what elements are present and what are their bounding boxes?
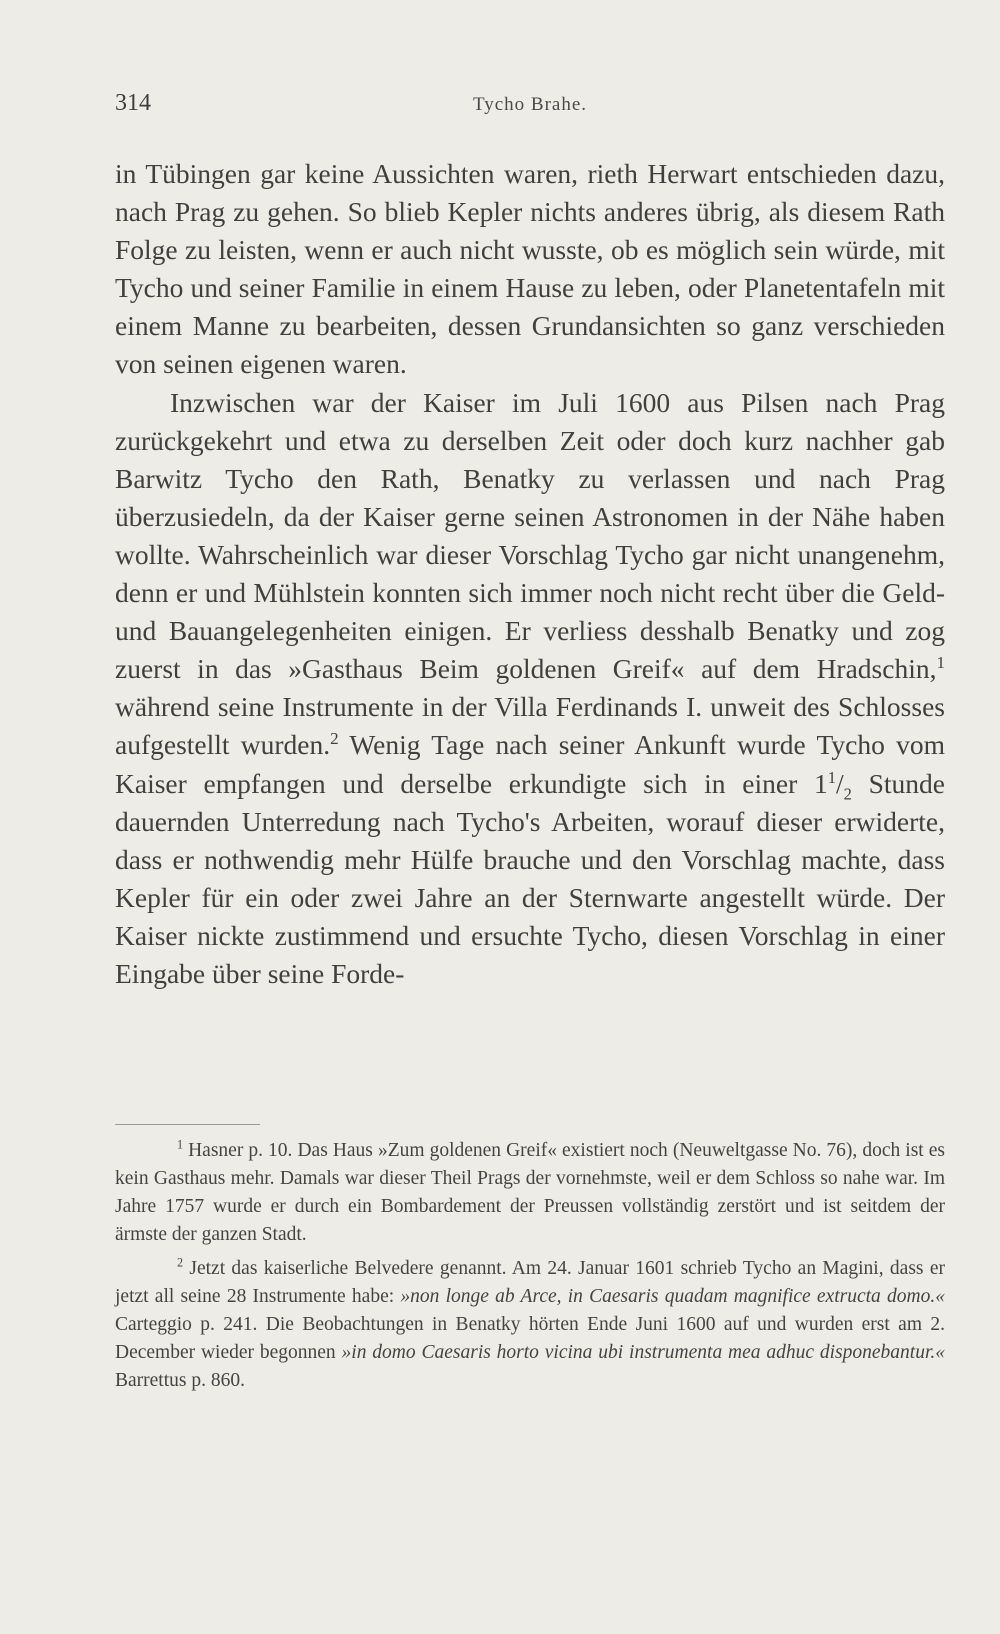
fraction-denominator: 2 [843, 784, 852, 803]
paragraph-text: während seine Instrumente in der Villa Ferdinands I. unweit des Schlosses aufgestellt wurden. [115, 691, 945, 761]
fraction [827, 767, 852, 803]
paragraph-text: in Tübingen gar keine Aussichten waren, rieth Herwart entschieden dazu, nach Prag zu gehen. So blieb Kepler nichts anderes übrig, als diesem Rath Folge zu leisten, wenn er auch nicht wusste, ob es möglich sein würde, mit Tycho und seiner Familie in einem Hause zu leben, oder Planetentafeln mit einem Manne zu bearbeiten, dessen Grundansichten so ganz verschieden von seinen eigenen waren. [115, 158, 945, 380]
footnote-ref: 2 [330, 729, 339, 749]
running-title: Tycho Brahe. [472, 94, 588, 115]
footnote-text: Barrettus p. 860. [115, 1370, 245, 1391]
paragraph [115, 384, 945, 994]
footnote-text: Hasner p. 10. Das Haus »Zum goldenen Greif« existiert noch (Neuweltgasse No. 76), doch ist es kein Gasthaus mehr. Damals war dieser Theil Prags der vornehmste, weil er dem Schloss so nahe war. Im Jahre 1757 wurde er durch ein Bombardement der Preussen vollständig zerstört und ist seitdem der ärmste der ganzen Stadt. [115, 1140, 945, 1245]
latin-quote: »in domo Caesaris horto vicina ubi instrumenta mea adhuc disponebantur.« [341, 1342, 946, 1363]
footnote-2 [115, 1255, 945, 1395]
paragraph [115, 155, 945, 384]
footnote-separator [115, 1124, 260, 1125]
latin-quote: »non longe ab Arce, in Caesaris quadam magnifice extructa domo.« [400, 1286, 945, 1307]
paragraph-text: Wenig Tage nach seiner Ankunft wurde Tycho vom Kaiser empfangen und derselbe erkundigte sich in einer 1 [115, 729, 945, 799]
fraction-numerator: 1 [827, 767, 836, 787]
main-text [115, 155, 945, 993]
footnote-text: Jetzt das kaiserliche Belvedere genannt. Am 24. Januar 1601 schrieb Tycho an Magini, dass er jetzt all seine 28 Instrumente habe: [115, 1258, 945, 1307]
footnotes [115, 1137, 945, 1395]
footnote-1 [115, 1137, 945, 1249]
paragraph-text: Stunde dauernden Unterredung nach Tycho's Arbeiten, worauf dieser erwiderte, dass er nothwendig mehr Hülfe brauche und den Vorschlag machte, dass Kepler für ein oder zwei Jahre an der Sternwarte angestellt würde. Der Kaiser nickte zustimmend und ersuchte Tycho, diesen Vorschlag in einer Eingabe über seine Forde- [115, 767, 946, 989]
running-head [115, 90, 945, 126]
footnote-marker: 2 [177, 1255, 184, 1270]
footnote-marker: 1 [177, 1137, 184, 1152]
paragraph-text: Inzwischen war der Kaiser im Juli 1600 aus Pilsen nach Prag zurückgekehrt und etwa zu derselben Zeit oder doch kurz nachher gab Barwitz Tycho den Rath, Benatky zu verlassen und nach Prag überzusiedeln, da der Kaiser gerne seinen Astronomen in der Nähe haben wollte. Wahrscheinlich war dieser Vorschlag Tycho gar nicht unangenehm, denn er und Mühlstein konnten sich immer noch nicht recht über die Geld- und Bauangelegenheiten einigen. Er verliess desshalb Benatky und zog zuerst in das »Gasthaus Beim goldenen Greif« auf dem Hradschin, [115, 386, 945, 685]
page-number: 314 [115, 90, 151, 116]
footnote-ref: 1 [936, 653, 945, 673]
fraction-slash: / [835, 767, 844, 799]
footnote-text: Carteggio p. 241. Die Beobachtungen in Benatky hörten Ende Juni 1600 auf und wurden erst am 2. December wieder begonnen [115, 1314, 945, 1363]
